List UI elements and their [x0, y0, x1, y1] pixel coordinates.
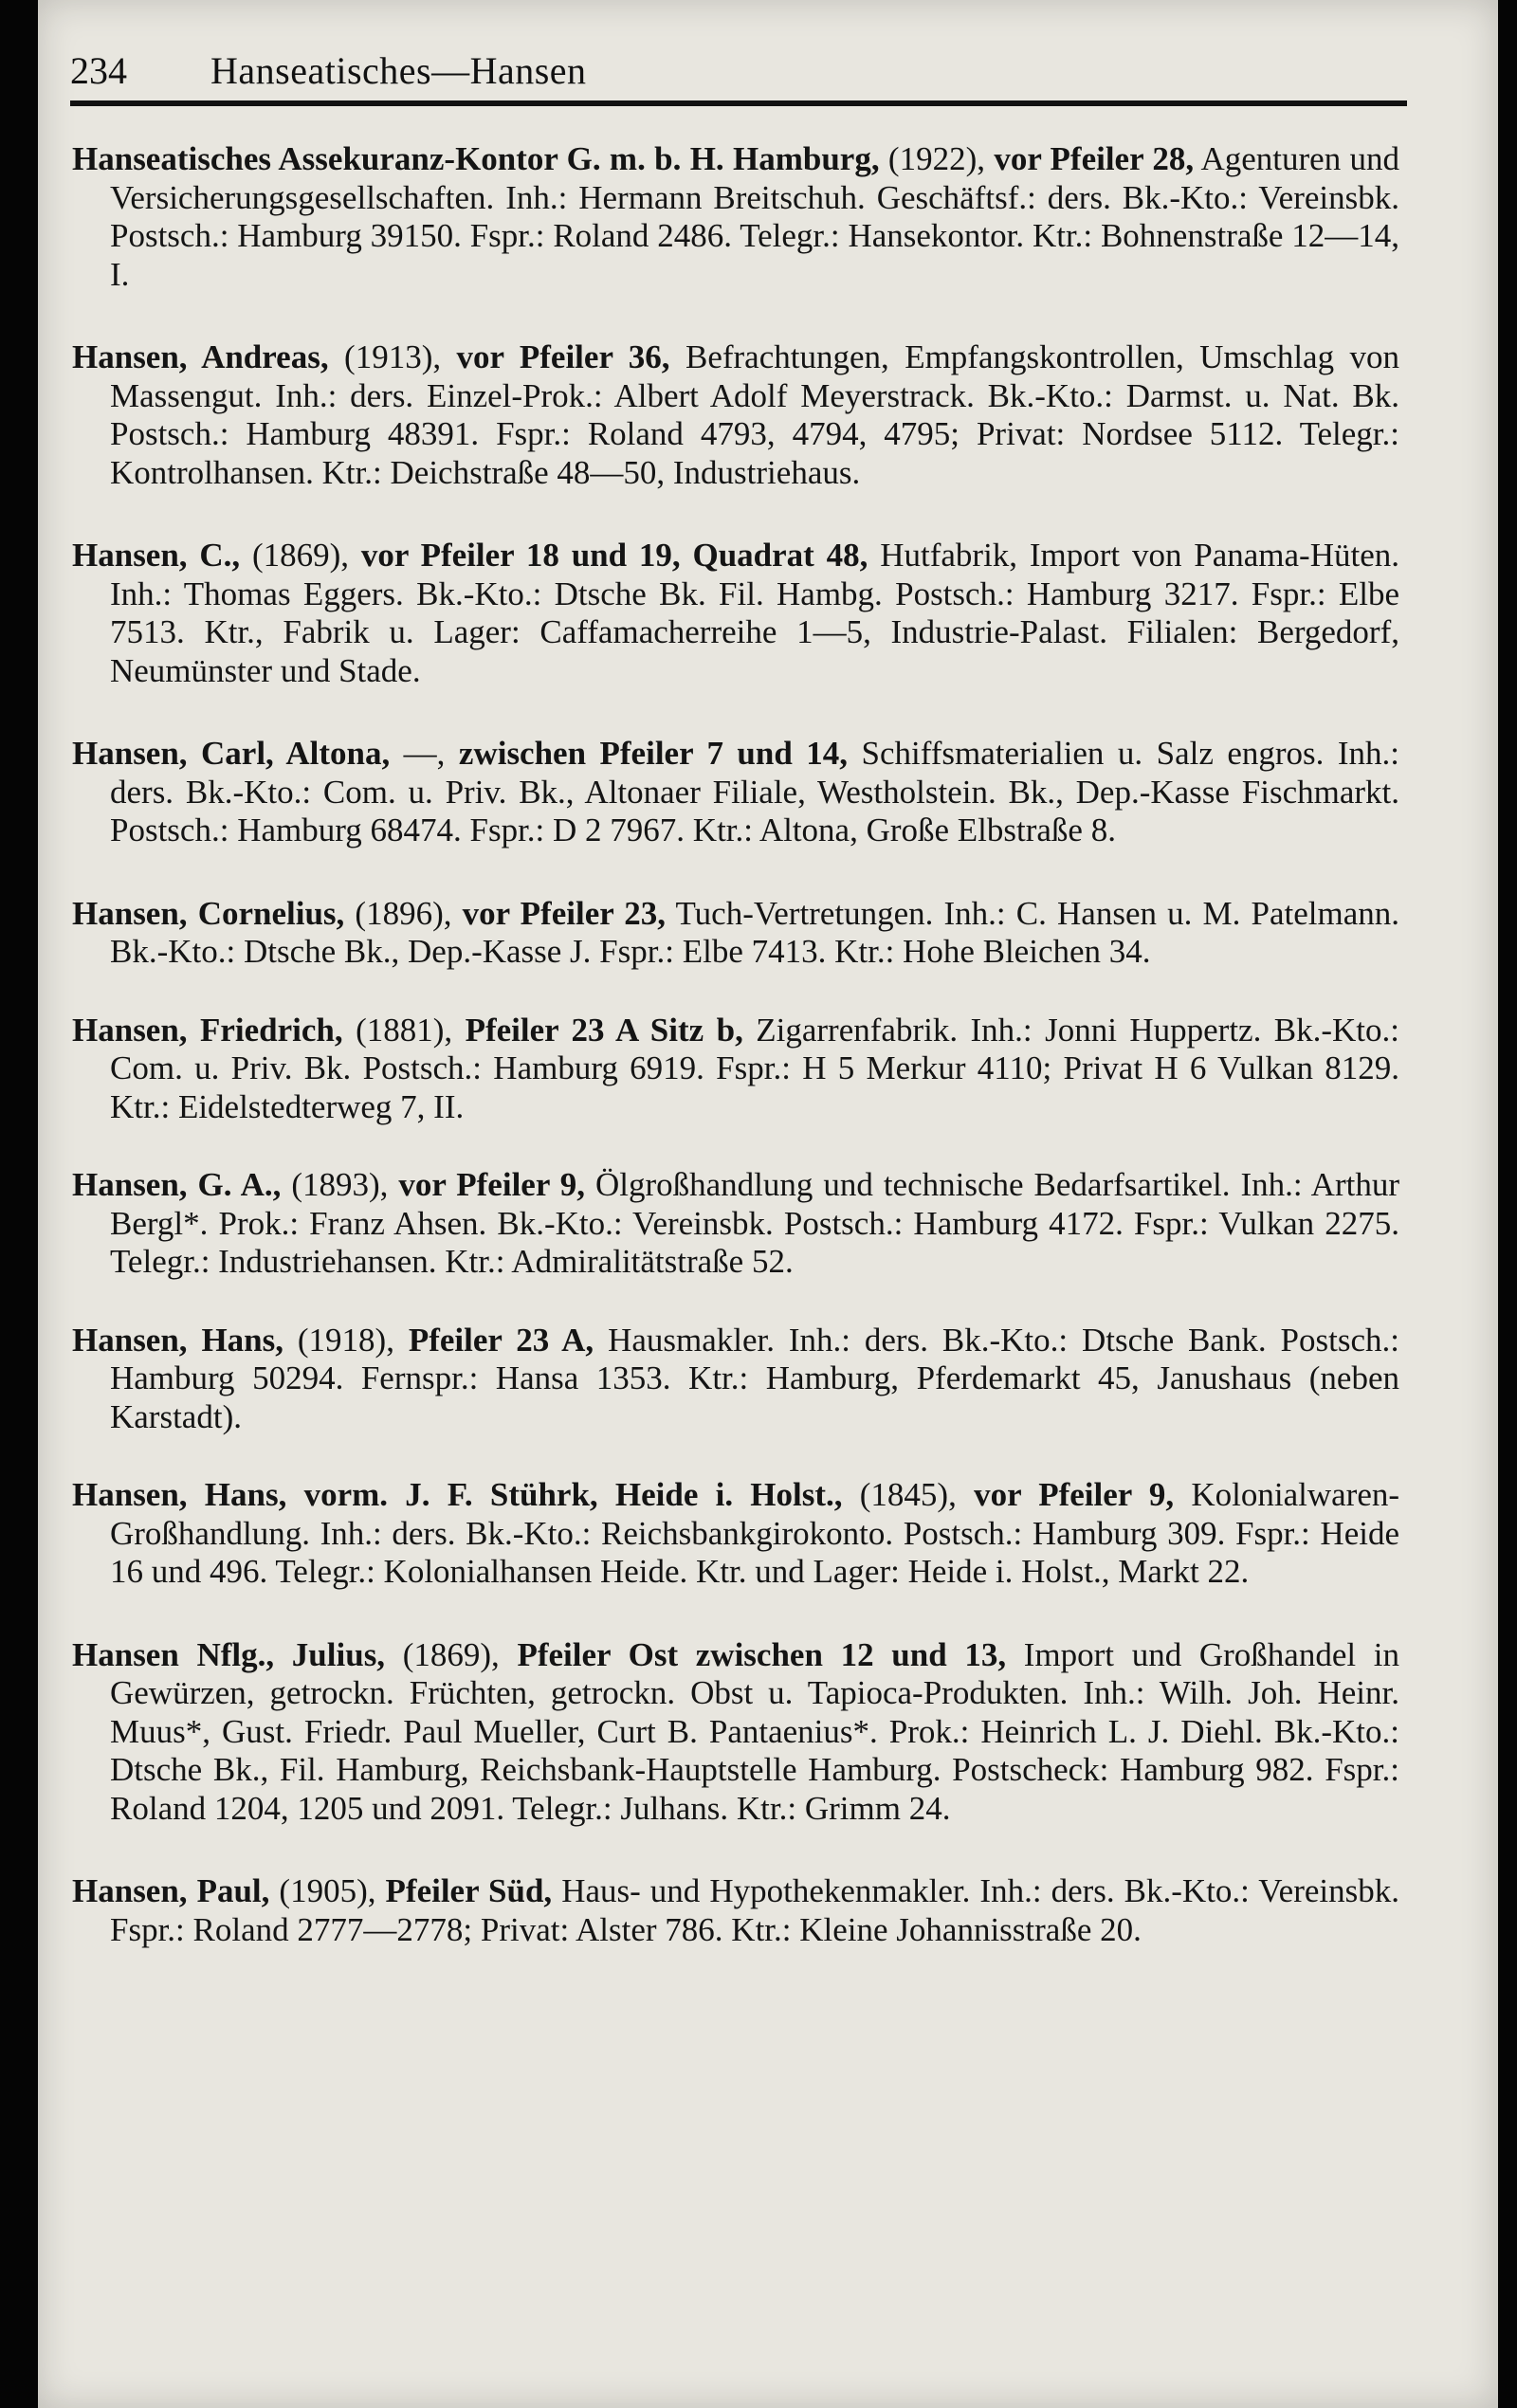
- entry-details: Import und Großhandel in Gewürzen, getrockn. Früchten, getrockn. Obst u. Tapioca-Produkten. Inh.: Wilh. Joh. Heinr. Muus*, Gust. Friedr. Paul Mueller, Curt B. Pantaenius*. Prok.: Heinrich L. J. Diehl. Bk.-Kto.: Dtsche Bk., Fil. Hamburg, Reichsbank-Hauptstelle Hamburg. Postscheck: Hamburg 982. Fspr.: Roland 1204, 1205 und 2091. Telegr.: Julhans. Ktr.: Grimm 24.: [110, 1635, 1399, 1827]
- entry-details: Schiffsmaterialien u. Salz engros. Inh.: ders. Bk.-Kto.: Com. u. Priv. Bk., Altonaer Filiale, Westholstein. Bk., Dep.-Kasse Fischmarkt. Postsch.: Hamburg 68474. Fspr.: D 2 7967. Ktr.: Altona, Große Elbstraße 8.: [110, 735, 1399, 848]
- running-title: Hanseatisches—Hansen: [210, 49, 587, 92]
- firm-name: Hansen, Friedrich,: [72, 1011, 343, 1049]
- pier-location: vor Pfeiler 28,: [994, 140, 1195, 177]
- firm-name: Hansen Nflg., Julius,: [72, 1635, 386, 1673]
- entry-details: Hausmakler. Inh.: ders. Bk.-Kto.: Dtsche Bank. Postsch.: Hamburg 50294. Fernspr.: Hansa 1353. Ktr.: Hamburg, Pferdemarkt 45, Janushaus (neben Karstadt).: [110, 1321, 1399, 1435]
- directory-entry: [72, 1322, 1399, 1437]
- entry-details: Haus- und Hypothekenmakler. Inh.: ders. Bk.-Kto.: Vereinsbk. Fspr.: Roland 2777—2778; Privat: Alster 786. Ktr.: Kleine Johannisstraße 20.: [110, 1872, 1399, 1948]
- firm-name: Hanseatisches Assekuranz-Kontor G. m. b. H. Hamburg,: [72, 140, 880, 177]
- pier-location: Pfeiler 23 A,: [408, 1321, 594, 1359]
- founding-year: (1905),: [269, 1872, 386, 1909]
- firm-name: Hansen, G. A.,: [72, 1166, 282, 1203]
- directory-entry: [72, 1476, 1399, 1592]
- directory-entry: [72, 1872, 1399, 1949]
- directory-entry: [72, 338, 1399, 492]
- entry-details: Ölgroßhandlung und technische Bedarfsartikel. Inh.: Arthur Bergl*. Prok.: Franz Ahsen. Bk.-Kto.: Vereinsbk. Postsch.: Hamburg 4172. Fspr.: Vulkan 2275. Telegr.: Industriehansen. Ktr.: Admiralitätstraße 52.: [110, 1166, 1399, 1280]
- founding-year: (1913),: [328, 338, 457, 375]
- directory-entries: [72, 140, 1399, 1949]
- directory-entry: [72, 537, 1399, 690]
- directory-entry: [72, 1636, 1399, 1829]
- founding-year: —,: [390, 735, 459, 772]
- founding-year: (1896),: [344, 894, 463, 932]
- firm-name: Hansen, Hans,: [72, 1321, 284, 1359]
- founding-year: (1881),: [342, 1011, 466, 1049]
- directory-entry: [72, 735, 1399, 850]
- firm-name: Hansen, Paul,: [72, 1872, 270, 1909]
- founding-year: (1922),: [879, 140, 995, 177]
- directory-entry: [72, 140, 1399, 294]
- entry-details: Kolonialwaren-Großhandlung. Inh.: ders. Bk.-Kto.: Reichsbankgirokonto. Postsch.: Hamburg 309. Fspr.: Heide 16 und 496. Telegr.: Kolonialhansen Heide. Ktr. und Lager: Heide i. Holst., Markt 22.: [110, 1476, 1400, 1590]
- directory-entry: [72, 895, 1399, 972]
- pier-location: Pfeiler Ost zwischen 12 und 13,: [517, 1635, 1007, 1673]
- founding-year: (1869),: [240, 537, 361, 574]
- founding-year: (1893),: [281, 1166, 399, 1203]
- directory-entry: [72, 1012, 1399, 1127]
- entry-details: Befrachtungen, Empfangskontrollen, Umschlag von Massengut. Inh.: ders. Einzel-Prok.: Albert Adolf Meyerstrack. Bk.-Kto.: Darmst. u. Nat. Bk. Postsch.: Hamburg 48391. Fspr.: Roland 4793, 4794, 4795; Privat: Nordsee 5112. Telegr.: Kontrolhansen. Ktr.: Deichstraße 48—50, Industriehaus.: [110, 338, 1400, 491]
- entry-details: Agenturen und Versicherungsgesellschaften. Inh.: Hermann Breitschuh. Geschäftsf.: ders. Bk.-Kto.: Vereinsbk. Postsch.: Hamburg 39150. Fspr.: Roland 2486. Telegr.: Hansekontor. Ktr.: Bohnenstraße 12—14, I.: [110, 140, 1400, 293]
- founding-year: (1918),: [283, 1321, 409, 1359]
- pier-location: vor Pfeiler 23,: [462, 894, 667, 932]
- firm-name: Hansen, Cornelius,: [72, 894, 345, 932]
- firm-name: Hansen, C.,: [72, 537, 241, 574]
- pier-location: vor Pfeiler 9,: [398, 1166, 585, 1203]
- firm-name: Hansen, Hans, vorm. J. F. Stührk, Heide i. Holst.,: [72, 1476, 843, 1513]
- pier-location: vor Pfeiler 36,: [456, 338, 670, 375]
- page-number: 234: [70, 49, 127, 92]
- entry-details: Tuch-Vertretungen. Inh.: C. Hansen u. M. Patelmann. Bk.-Kto.: Dtsche Bk., Dep.-Kasse J. Fspr.: Elbe 7413. Ktr.: Hohe Bleichen 34.: [110, 894, 1400, 970]
- pier-location: vor Pfeiler 18 und 19, Quadrat 48,: [360, 537, 868, 574]
- founding-year: (1845),: [842, 1476, 975, 1513]
- firm-name: Hansen, Andreas,: [72, 338, 329, 375]
- entry-details: Zigarrenfabrik. Inh.: Jonni Huppertz. Bk.-Kto.: Com. u. Priv. Bk. Postsch.: Hamburg 6919. Fspr.: H 5 Merkur 4110; Privat H 6 Vulkan 8129. Ktr.: Eidelstedterweg 7, II.: [110, 1011, 1399, 1125]
- pier-location: Pfeiler 23 A Sitz b,: [465, 1011, 743, 1049]
- book-page: [38, 0, 1498, 2408]
- firm-name: Hansen, Carl, Altona,: [72, 735, 391, 772]
- pier-location: Pfeiler Süd,: [385, 1872, 553, 1909]
- founding-year: (1869),: [385, 1635, 518, 1673]
- directory-entry: [72, 1166, 1399, 1282]
- entry-details: Hutfabrik, Import von Panama-Hüten. Inh.: Thomas Eggers. Bk.-Kto.: Dtsche Bk. Fil. Hambg. Postsch.: Hamburg 3217. Fspr.: Elbe 7513. Ktr., Fabrik u. Lager: Caffamacherreihe 1—5, Industrie-Palast. Filialen: Bergedorf, Neumünster und Stade.: [110, 537, 1400, 689]
- pier-location: zwischen Pfeiler 7 und 14,: [458, 735, 849, 772]
- pier-location: vor Pfeiler 9,: [974, 1476, 1175, 1513]
- page-header: [70, 44, 1407, 106]
